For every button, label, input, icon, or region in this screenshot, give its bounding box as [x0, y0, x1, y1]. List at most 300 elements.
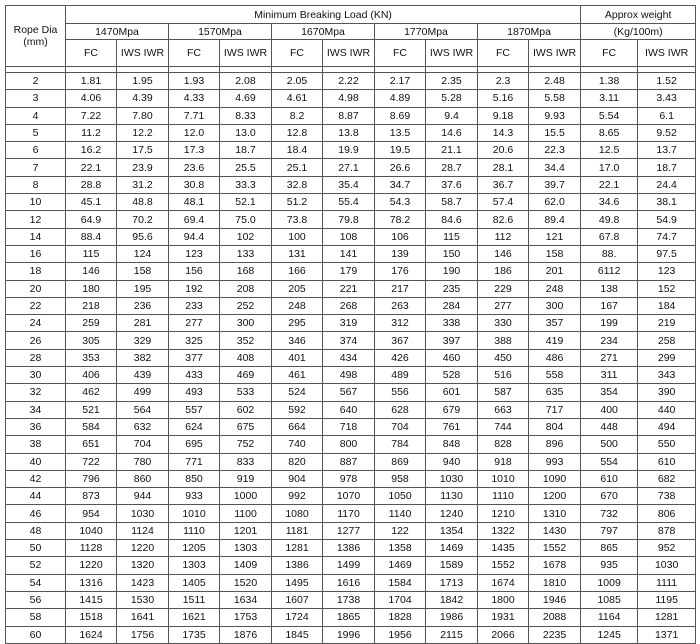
table-cell: 1.38: [581, 73, 638, 90]
rope-dia-cell: 38: [6, 436, 66, 453]
rope-dia-cell: 14: [6, 228, 66, 245]
table-cell: 1110: [478, 488, 529, 505]
table-cell: 1085: [581, 591, 638, 608]
table-cell: 1322: [478, 522, 529, 539]
table-cell: 993: [529, 453, 581, 470]
table-cell: 102: [220, 228, 272, 245]
table-cell: 97.5: [638, 245, 696, 262]
table-cell: 2235: [529, 626, 581, 643]
table-row: [6, 107, 696, 124]
rope-dia-cell: 12: [6, 211, 66, 228]
table-cell: 448: [581, 418, 638, 435]
table-cell: 9.18: [478, 107, 529, 124]
table-cell: 58.7: [426, 194, 478, 211]
table-cell: 740: [272, 436, 323, 453]
table-cell: 564: [117, 401, 169, 418]
table-cell: 218: [66, 297, 117, 314]
table-cell: 1281: [638, 609, 696, 626]
table-cell: 806: [638, 505, 696, 522]
table-cell: 14.3: [478, 124, 529, 141]
table-cell: 952: [638, 540, 696, 557]
table-cell: 329: [117, 332, 169, 349]
table-cell: 11.2: [66, 124, 117, 141]
table-cell: 74.7: [638, 228, 696, 245]
table-cell: 12.2: [117, 124, 169, 141]
table-cell: 663: [478, 401, 529, 418]
table-cell: 1469: [426, 540, 478, 557]
table-cell: 450: [478, 349, 529, 366]
table-cell: 141: [323, 245, 375, 262]
table-cell: 179: [323, 263, 375, 280]
table-cell: 75.0: [220, 211, 272, 228]
table-cell: 8.87: [323, 107, 375, 124]
table-row: [6, 557, 696, 574]
table-cell: 34.7: [375, 176, 426, 193]
fc-header: FC: [169, 40, 220, 67]
iws-iwr-header: IWS IWR: [220, 40, 272, 67]
table-cell: 1205: [169, 540, 220, 557]
table-cell: 186: [478, 263, 529, 280]
table-cell: 780: [117, 453, 169, 470]
table-cell: 36.7: [478, 176, 529, 193]
table-cell: 499: [117, 384, 169, 401]
grade-header-1470: 1470Mpa: [66, 24, 169, 40]
table-cell: 37.6: [426, 176, 478, 193]
table-cell: 45.1: [66, 194, 117, 211]
table-cell: 299: [638, 349, 696, 366]
table-row: [6, 263, 696, 280]
table-cell: 704: [375, 418, 426, 435]
table-cell: 695: [169, 436, 220, 453]
table-cell: 26.6: [375, 159, 426, 176]
table-cell: 896: [529, 436, 581, 453]
table-cell: 1430: [529, 522, 581, 539]
table-cell: 761: [426, 418, 478, 435]
table-cell: 1090: [529, 470, 581, 487]
table-cell: 1845: [272, 626, 323, 643]
table-cell: 106: [375, 228, 426, 245]
table-cell: 13.5: [375, 124, 426, 141]
rope-dia-cell: 24: [6, 315, 66, 332]
table-cell: 1240: [426, 505, 478, 522]
table-cell: 357: [529, 315, 581, 332]
table-cell: 353: [66, 349, 117, 366]
table-cell: 6.1: [638, 107, 696, 124]
table-row: [6, 280, 696, 297]
rope-dia-cell: 22: [6, 297, 66, 314]
rope-dia-cell: 7: [6, 159, 66, 176]
table-row: [6, 367, 696, 384]
table-cell: 22.1: [66, 159, 117, 176]
table-cell: 1641: [117, 609, 169, 626]
table-cell: 1303: [220, 540, 272, 557]
table-header: [6, 6, 696, 67]
table-cell: 252: [220, 297, 272, 314]
table-cell: 219: [638, 315, 696, 332]
table-cell: 325: [169, 332, 220, 349]
table-cell: 7.80: [117, 107, 169, 124]
table-cell: 25.5: [220, 159, 272, 176]
table-cell: 259: [66, 315, 117, 332]
table-cell: 469: [220, 367, 272, 384]
table-cell: 158: [529, 245, 581, 262]
table-cell: 7.71: [169, 107, 220, 124]
table-cell: 346: [272, 332, 323, 349]
table-cell: 744: [478, 418, 529, 435]
table-row: [6, 418, 696, 435]
table-cell: 17.5: [117, 142, 169, 159]
table-row: [6, 591, 696, 608]
table-cell: 38.1: [638, 194, 696, 211]
grade-header-1670: 1670Mpa: [272, 24, 375, 40]
table-row: [6, 488, 696, 505]
table-cell: 13.7: [638, 142, 696, 159]
table-cell: 374: [323, 332, 375, 349]
table-cell: 1130: [426, 488, 478, 505]
table-cell: 263: [375, 297, 426, 314]
table-cell: 704: [117, 436, 169, 453]
table-cell: 19.9: [323, 142, 375, 159]
table-row: [6, 626, 696, 643]
table-cell: 1277: [323, 522, 375, 539]
table-cell: 550: [638, 436, 696, 453]
table-row: [6, 124, 696, 141]
table-cell: 1030: [638, 557, 696, 574]
table-cell: 180: [66, 280, 117, 297]
table-cell: 277: [169, 315, 220, 332]
table-cell: 121: [529, 228, 581, 245]
table-cell: 79.8: [323, 211, 375, 228]
table-cell: 904: [272, 470, 323, 487]
rope-dia-cell: 48: [6, 522, 66, 539]
table-cell: 20.6: [478, 142, 529, 159]
table-cell: 1.95: [117, 73, 169, 90]
table-cell: 640: [323, 401, 375, 418]
table-cell: 146: [66, 263, 117, 280]
table-cell: 284: [426, 297, 478, 314]
table-cell: 610: [638, 453, 696, 470]
table-cell: 1735: [169, 626, 220, 643]
table-cell: 557: [169, 401, 220, 418]
weight-unit-header: (Kg/100m): [581, 24, 696, 40]
table-cell: 1552: [529, 540, 581, 557]
table-cell: 69.4: [169, 211, 220, 228]
table-cell: 460: [426, 349, 478, 366]
rope-dia-header: Rope Dia (mm): [6, 6, 66, 67]
table-cell: 524: [272, 384, 323, 401]
table-row: [6, 349, 696, 366]
table-row: [6, 194, 696, 211]
table-cell: 184: [638, 297, 696, 314]
table-cell: 89.4: [529, 211, 581, 228]
table-cell: 954: [66, 505, 117, 522]
table-cell: 1111: [638, 574, 696, 591]
table-row: [6, 522, 696, 539]
table-cell: 205: [272, 280, 323, 297]
table-cell: 1164: [581, 609, 638, 626]
table-cell: 338: [426, 315, 478, 332]
table-cell: 236: [117, 297, 169, 314]
table-cell: 235: [426, 280, 478, 297]
table-row: [6, 90, 696, 107]
table-cell: 82.6: [478, 211, 529, 228]
table-cell: 401: [272, 349, 323, 366]
table-cell: 1124: [117, 522, 169, 539]
table-cell: 1100: [220, 505, 272, 522]
table-cell: 94.4: [169, 228, 220, 245]
table-cell: 139: [375, 245, 426, 262]
rope-dia-cell: 58: [6, 609, 66, 626]
table-cell: 1738: [323, 591, 375, 608]
table-row: [6, 609, 696, 626]
table-cell: 601: [426, 384, 478, 401]
table-row: [6, 176, 696, 193]
table-cell: 156: [169, 263, 220, 280]
table-cell: 848: [426, 436, 478, 453]
table-cell: 1201: [220, 522, 272, 539]
table-cell: 23.9: [117, 159, 169, 176]
table-cell: 28.1: [478, 159, 529, 176]
rope-dia-cell: 52: [6, 557, 66, 574]
table-cell: 752: [220, 436, 272, 453]
table-cell: 27.1: [323, 159, 375, 176]
table-cell: 1.52: [638, 73, 696, 90]
table-cell: 311: [581, 367, 638, 384]
table-row: [6, 245, 696, 262]
table-cell: 1753: [220, 609, 272, 626]
table-cell: 1842: [426, 591, 478, 608]
table-cell: 150: [426, 245, 478, 262]
table-cell: 493: [169, 384, 220, 401]
table-cell: 88.: [581, 245, 638, 262]
table-cell: 1616: [323, 574, 375, 591]
table-cell: 828: [478, 436, 529, 453]
table-cell: 400: [581, 401, 638, 418]
table-cell: 84.6: [426, 211, 478, 228]
table-row: [6, 505, 696, 522]
table-row: [6, 470, 696, 487]
table-cell: 382: [117, 349, 169, 366]
iws-iwr-header: IWS IWR: [323, 40, 375, 67]
table-cell: 850: [169, 470, 220, 487]
table-cell: 39.7: [529, 176, 581, 193]
table-cell: 820: [272, 453, 323, 470]
table-cell: 277: [478, 297, 529, 314]
table-cell: 1520: [220, 574, 272, 591]
table-cell: 176: [375, 263, 426, 280]
table-cell: 12.8: [272, 124, 323, 141]
table-cell: 1010: [169, 505, 220, 522]
table-cell: 22.1: [581, 176, 638, 193]
table-cell: 167: [581, 297, 638, 314]
grade-header-1770: 1770Mpa: [375, 24, 478, 40]
table-cell: 4.39: [117, 90, 169, 107]
table-cell: 2.08: [220, 73, 272, 90]
rope-dia-cell: 26: [6, 332, 66, 349]
table-cell: 833: [220, 453, 272, 470]
table-cell: 1000: [220, 488, 272, 505]
table-cell: 367: [375, 332, 426, 349]
table-cell: 718: [323, 418, 375, 435]
table-cell: 217: [375, 280, 426, 297]
table-cell: 122: [375, 522, 426, 539]
table-cell: 354: [581, 384, 638, 401]
rope-dia-cell: 28: [6, 349, 66, 366]
rope-dia-cell: 42: [6, 470, 66, 487]
table-cell: 1386: [272, 557, 323, 574]
fc-header: FC: [478, 40, 529, 67]
table-cell: 18.7: [638, 159, 696, 176]
table-cell: 30.8: [169, 176, 220, 193]
table-cell: 1624: [66, 626, 117, 643]
table-cell: 48.1: [169, 194, 220, 211]
table-cell: 52.1: [220, 194, 272, 211]
table-cell: 439: [117, 367, 169, 384]
table-cell: 1080: [272, 505, 323, 522]
table-cell: 268: [323, 297, 375, 314]
table-row: [6, 228, 696, 245]
fc-header: FC: [272, 40, 323, 67]
table-cell: 17.3: [169, 142, 220, 159]
table-cell: 679: [426, 401, 478, 418]
table-row: [6, 211, 696, 228]
table-cell: 1469: [375, 557, 426, 574]
table-cell: 860: [117, 470, 169, 487]
table-cell: 554: [581, 453, 638, 470]
table-cell: 300: [529, 297, 581, 314]
table-cell: 73.8: [272, 211, 323, 228]
table-cell: 1.81: [66, 73, 117, 90]
table-cell: 489: [375, 367, 426, 384]
table-cell: 4.69: [220, 90, 272, 107]
table-cell: 195: [117, 280, 169, 297]
table-cell: 2088: [529, 609, 581, 626]
table-cell: 199: [581, 315, 638, 332]
table-cell: 352: [220, 332, 272, 349]
table-cell: 8.69: [375, 107, 426, 124]
iws-iwr-header: IWS IWR: [529, 40, 581, 67]
table-cell: 771: [169, 453, 220, 470]
table-cell: 406: [66, 367, 117, 384]
rope-spec-table: [5, 5, 696, 644]
rope-dia-cell: 3: [6, 90, 66, 107]
table-cell: 208: [220, 280, 272, 297]
table-cell: 8.2: [272, 107, 323, 124]
table-row: [6, 315, 696, 332]
table-cell: 4.33: [169, 90, 220, 107]
table-cell: 49.8: [581, 211, 638, 228]
table-cell: 1423: [117, 574, 169, 591]
table-cell: 131: [272, 245, 323, 262]
table-cell: 133: [220, 245, 272, 262]
table-cell: 958: [375, 470, 426, 487]
table-cell: 1552: [478, 557, 529, 574]
table-cell: 16.2: [66, 142, 117, 159]
table-cell: 28.8: [66, 176, 117, 193]
table-cell: 271: [581, 349, 638, 366]
table-cell: 1070: [323, 488, 375, 505]
table-cell: 1030: [117, 505, 169, 522]
rope-dia-cell: 2: [6, 73, 66, 90]
fc-header: FC: [375, 40, 426, 67]
table-cell: 1128: [66, 540, 117, 557]
table-cell: 78.2: [375, 211, 426, 228]
table-cell: 115: [66, 245, 117, 262]
table-cell: 1956: [375, 626, 426, 643]
table-cell: 34.6: [581, 194, 638, 211]
table-cell: 5.28: [426, 90, 478, 107]
table-cell: 5.16: [478, 90, 529, 107]
table-cell: 587: [478, 384, 529, 401]
table-cell: 192: [169, 280, 220, 297]
table-cell: 944: [117, 488, 169, 505]
table-cell: 95.6: [117, 228, 169, 245]
table-cell: 800: [323, 436, 375, 453]
table-cell: 1756: [117, 626, 169, 643]
table-cell: 312: [375, 315, 426, 332]
table-cell: 1607: [272, 591, 323, 608]
table-cell: 1245: [581, 626, 638, 643]
table-cell: 70.2: [117, 211, 169, 228]
table-cell: 18.7: [220, 142, 272, 159]
grade-header-1870: 1870Mpa: [478, 24, 581, 40]
table-cell: 1499: [323, 557, 375, 574]
table-cell: 1110: [169, 522, 220, 539]
table-cell: 115: [426, 228, 478, 245]
table-cell: 1354: [426, 522, 478, 539]
table-cell: 146: [478, 245, 529, 262]
table-cell: 440: [638, 401, 696, 418]
table-cell: 1704: [375, 591, 426, 608]
table-cell: 258: [638, 332, 696, 349]
table-cell: 234: [581, 332, 638, 349]
table-cell: 461: [272, 367, 323, 384]
table-cell: 494: [638, 418, 696, 435]
table-cell: 419: [529, 332, 581, 349]
table-cell: 31.2: [117, 176, 169, 193]
table-cell: 13.0: [220, 124, 272, 141]
table-cell: 992: [272, 488, 323, 505]
table-cell: 51.2: [272, 194, 323, 211]
rope-dia-cell: 32: [6, 384, 66, 401]
table-cell: 5.54: [581, 107, 638, 124]
table-cell: 1810: [529, 574, 581, 591]
table-cell: 17.0: [581, 159, 638, 176]
table-cell: 1415: [66, 591, 117, 608]
table-cell: 24.4: [638, 176, 696, 193]
table-cell: 1281: [272, 540, 323, 557]
table-cell: 1200: [529, 488, 581, 505]
table-cell: 4.06: [66, 90, 117, 107]
rope-dia-cell: 34: [6, 401, 66, 418]
table-cell: 62.0: [529, 194, 581, 211]
table-cell: 201: [529, 263, 581, 280]
table-cell: 873: [66, 488, 117, 505]
table-cell: 1876: [220, 626, 272, 643]
table-cell: 100: [272, 228, 323, 245]
table-cell: 717: [529, 401, 581, 418]
table-cell: 1530: [117, 591, 169, 608]
rope-dia-cell: 50: [6, 540, 66, 557]
table-cell: 1946: [529, 591, 581, 608]
table-cell: 682: [638, 470, 696, 487]
table-cell: 25.1: [272, 159, 323, 176]
table-cell: 2.48: [529, 73, 581, 90]
table-cell: 343: [638, 367, 696, 384]
table-cell: 64.9: [66, 211, 117, 228]
table-cell: 21.1: [426, 142, 478, 159]
table-cell: 1931: [478, 609, 529, 626]
